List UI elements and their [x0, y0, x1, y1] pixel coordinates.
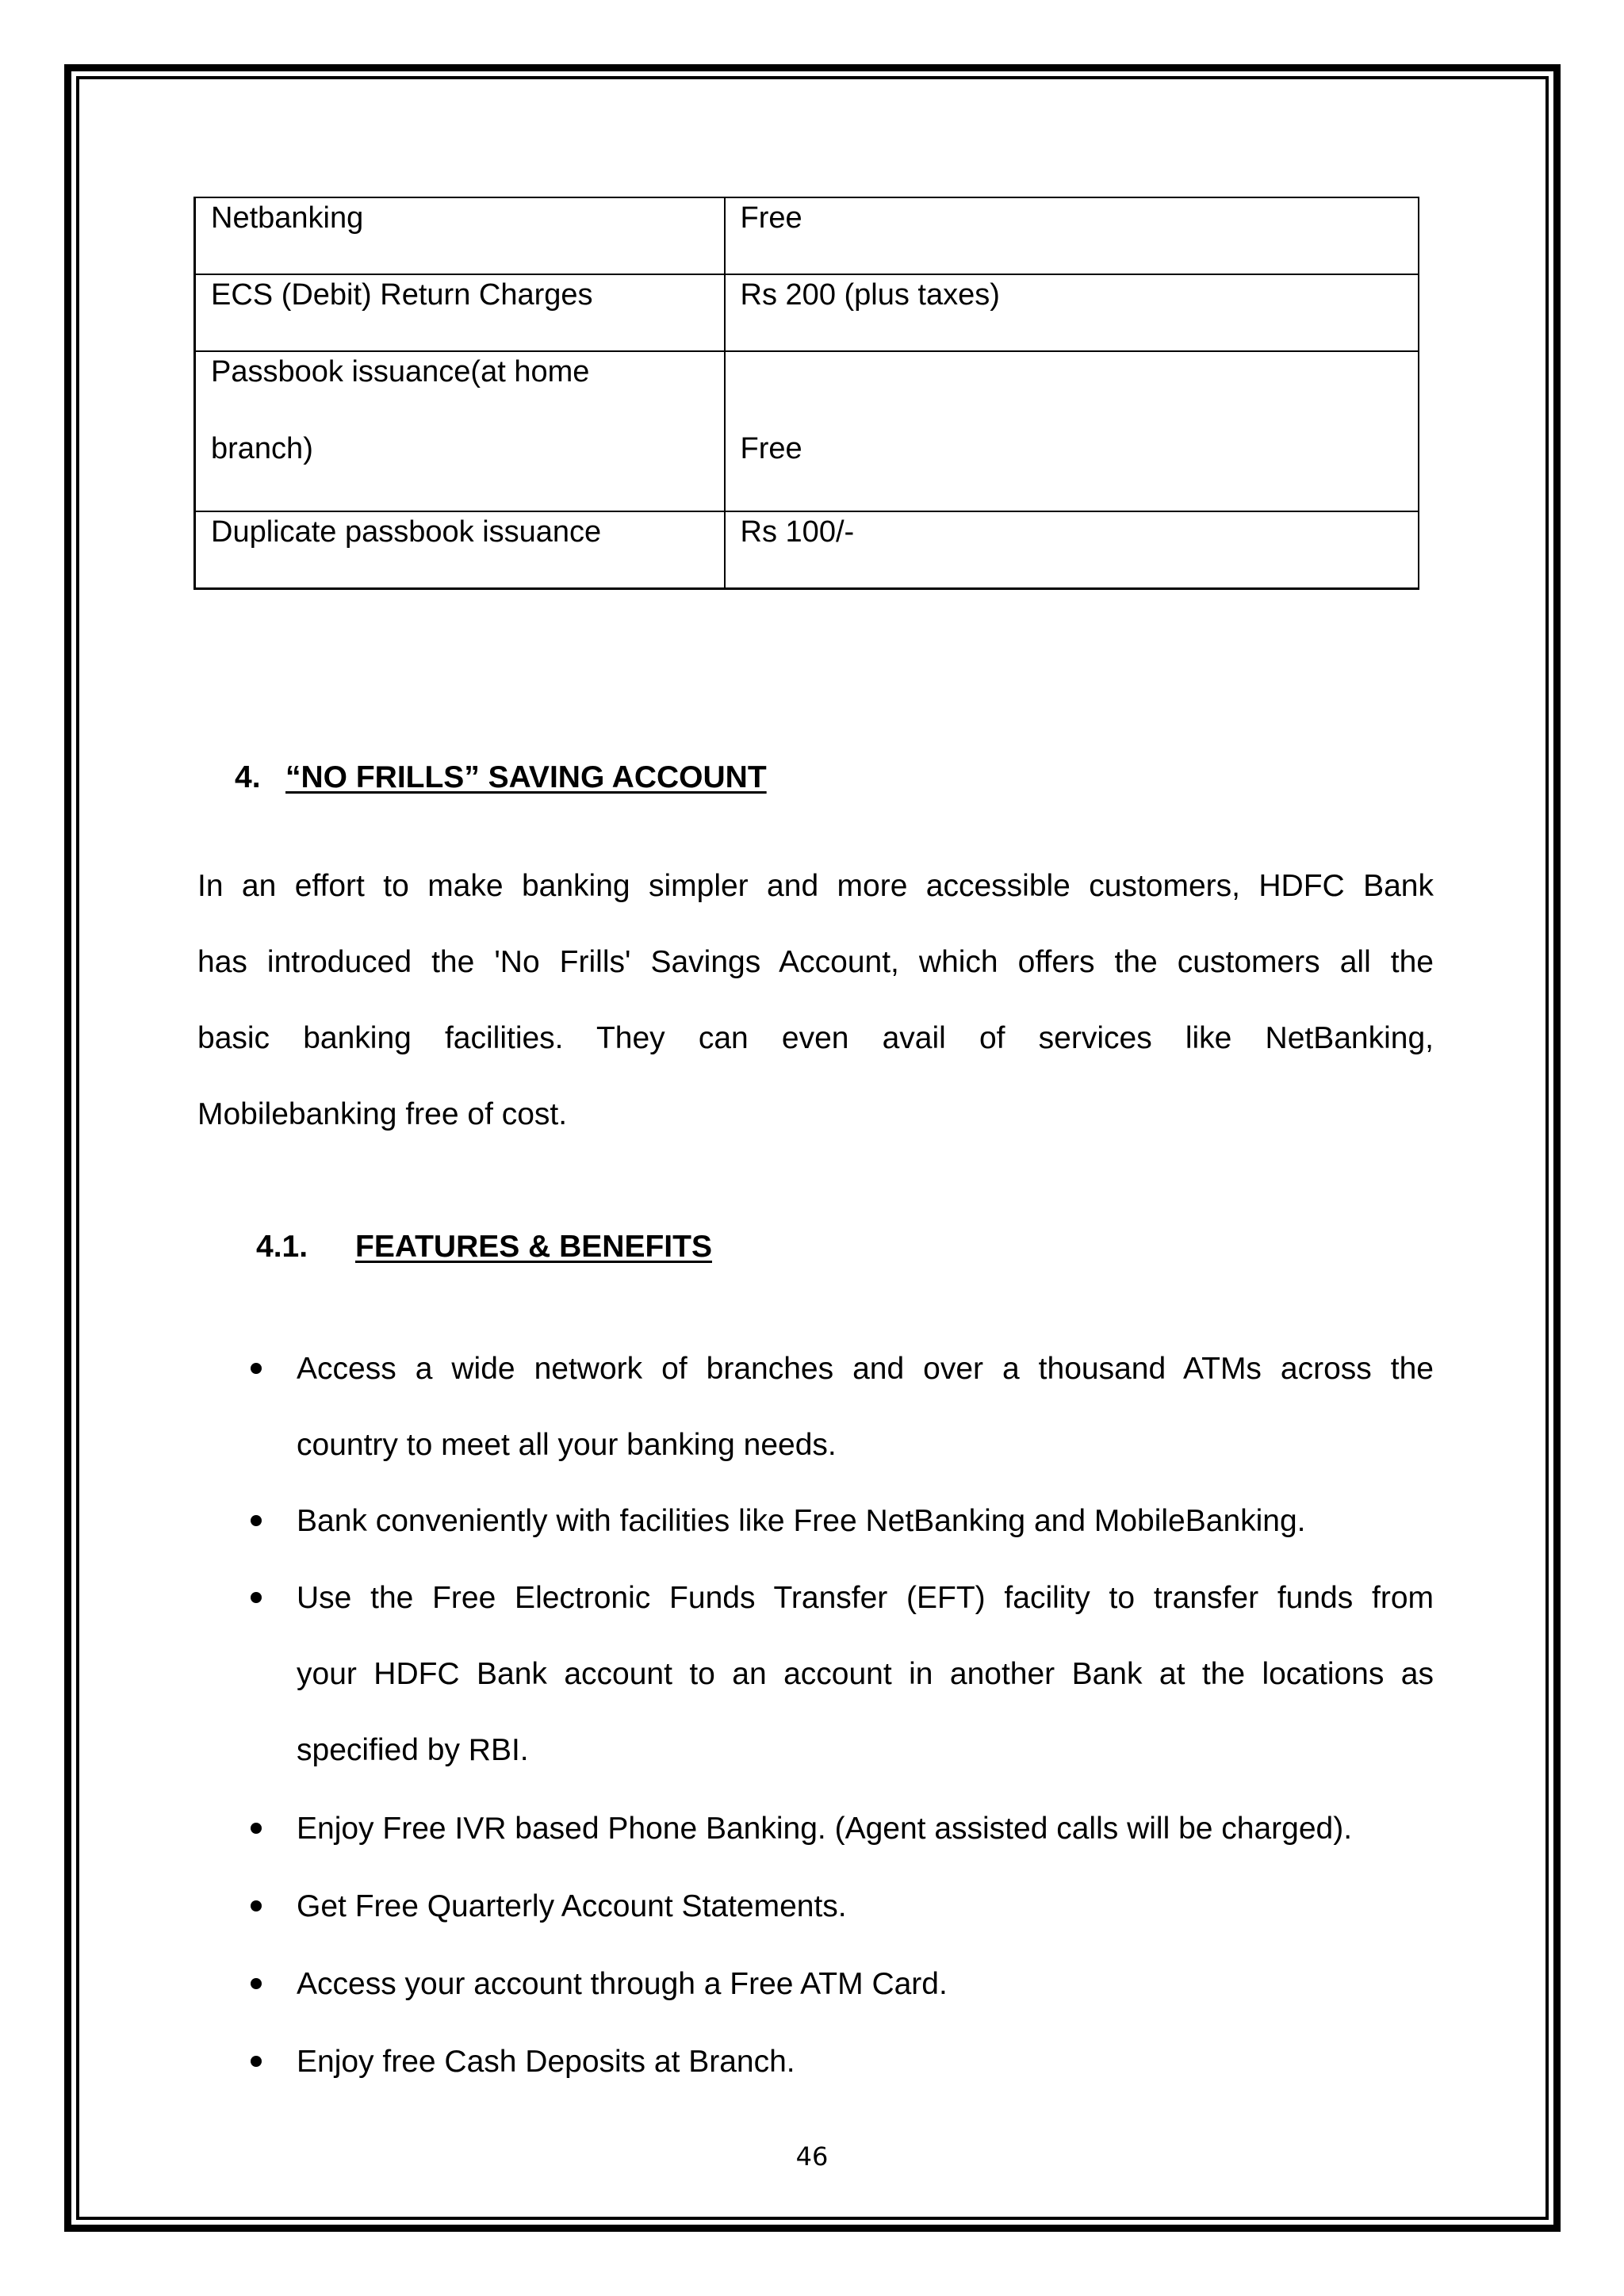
bullet-icon [251, 2056, 262, 2067]
list-item-line: Access a wide network of branches and over a thousand ATMs across the [297, 1352, 1434, 1386]
bullet-icon [251, 1978, 262, 1989]
list-item-line: specified by RBI. [297, 1733, 529, 1767]
table-row [195, 274, 1419, 351]
list-item-line: Get Free Quarterly Account Statements. [297, 1889, 847, 1923]
list-item-line: your HDFC Bank account to an account in another Bank at the locations as [297, 1657, 1434, 1691]
charge-cell [725, 351, 1419, 511]
list-item-line: Enjoy free Cash Deposits at Branch. [297, 2045, 795, 2079]
bullet-icon [251, 1823, 262, 1834]
service-cell-line: branch) [211, 432, 313, 465]
paragraph-line: In an effort to make banking simpler and more accessible customers, HDFC Bank [197, 869, 1434, 903]
fee-table [193, 197, 1419, 590]
section-title: FEATURES & BENEFITS [355, 1230, 712, 1264]
charge-cell: Rs 100/- [725, 511, 1419, 588]
bullet-icon [251, 1900, 262, 1911]
service-cell: Netbanking [195, 197, 725, 274]
table-row [195, 511, 1419, 588]
bullet-icon [251, 1515, 262, 1526]
list-item-line: Enjoy Free IVR based Phone Banking. (Agent assisted calls will be charged). [297, 1812, 1353, 1846]
list-item-line: country to meet all your banking needs. [297, 1428, 837, 1462]
section-number: 4. [235, 760, 261, 794]
paragraph-line: basic banking facilities. They can even avail of services like NetBanking, [197, 1021, 1434, 1055]
bullet-icon [251, 1592, 262, 1603]
section-4-1-heading [256, 1231, 712, 1262]
table-row [195, 351, 1419, 511]
section-4-paragraph [197, 848, 1434, 1153]
service-cell [195, 351, 725, 511]
section-4-heading [235, 762, 767, 793]
charge-cell: Free [725, 197, 1419, 274]
paragraph-line: has introduced the 'No Frills' Savings Account, which offers the customers all the [197, 945, 1434, 979]
charge-cell-text: Free [740, 432, 802, 465]
bullet-icon [251, 1363, 262, 1374]
service-cell: ECS (Debit) Return Charges [195, 274, 725, 351]
charge-cell: Rs 200 (plus taxes) [725, 274, 1419, 351]
page-number: 46 [795, 2141, 829, 2172]
service-cell: Duplicate passbook issuance [195, 511, 725, 588]
section-number: 4.1. [256, 1230, 308, 1264]
table-row [195, 197, 1419, 274]
list-item-line: Access your account through a Free ATM Card. [297, 1967, 948, 2001]
service-cell-line: Passbook issuance(at home [211, 355, 590, 388]
list-item-line: Use the Free Electronic Funds Transfer (EFT) facility to transfer funds from [297, 1581, 1434, 1615]
list-item-line: Bank conveniently with facilities like Free NetBanking and MobileBanking. [297, 1504, 1306, 1538]
paragraph-line: Mobilebanking free of cost. [197, 1097, 568, 1131]
section-title: “NO FRILLS” SAVING ACCOUNT [285, 760, 767, 794]
